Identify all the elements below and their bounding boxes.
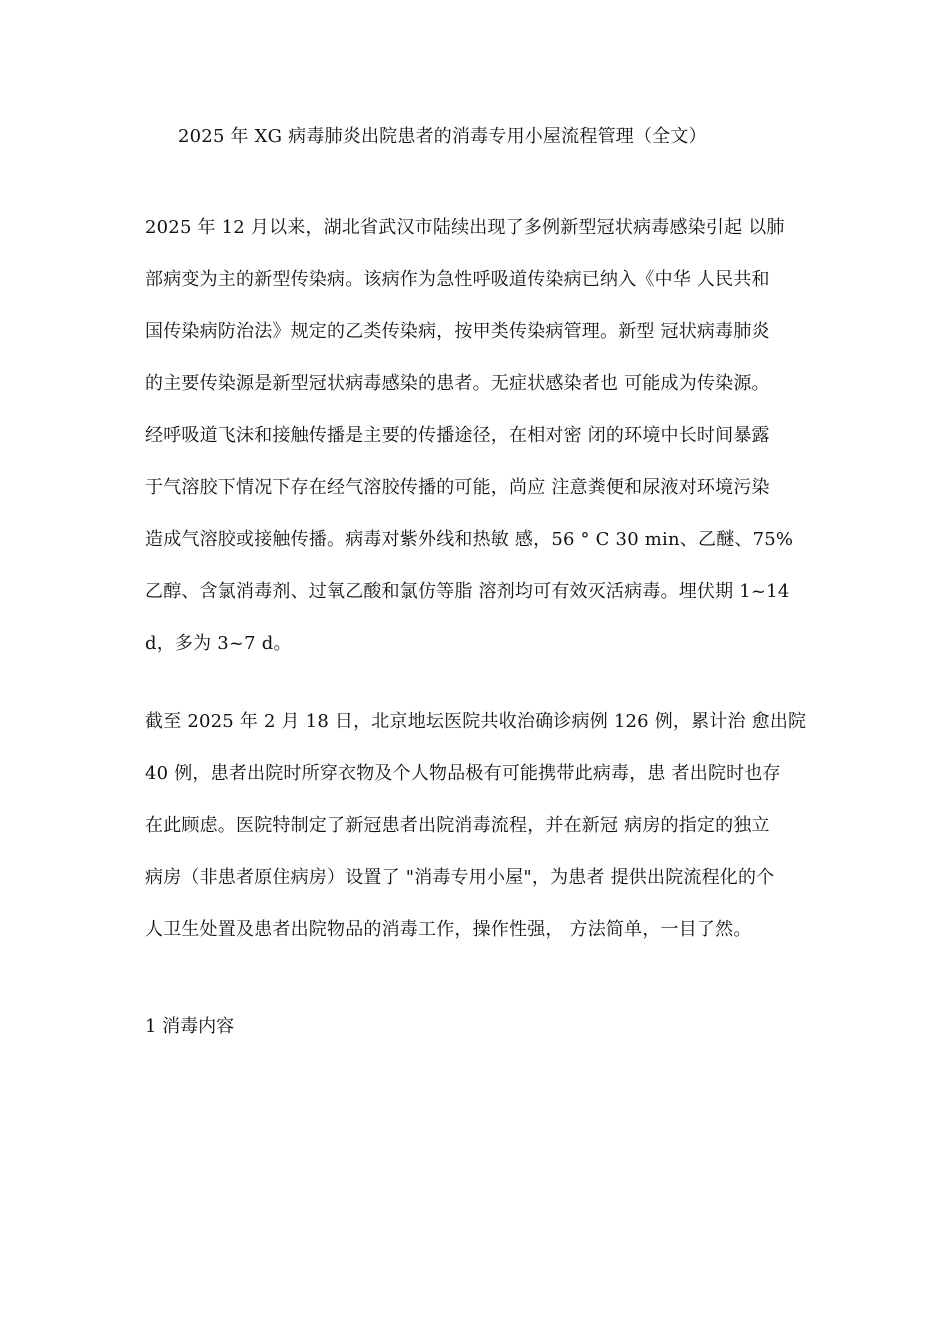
paragraph-line: 40 例，患者出院时所穿衣物及个人物品极有可能携带此病毒，患 者出院时也存 — [145, 763, 781, 784]
paragraph-line: 部病变为主的新型传染病。该病作为急性呼吸道传染病已纳入《中华 人民共和 — [145, 269, 770, 290]
paragraph-line: 的主要传染源是新型冠状病毒感染的患者。无症状感染者也 可能成为传染源。 — [145, 373, 770, 394]
paragraph-hospital — [145, 696, 815, 956]
paragraph-line: 人卫生处置及患者出院物品的消毒工作，操作性强， 方法简单，一目了然。 — [145, 919, 752, 940]
document-title: 2025 年 XG 病毒肺炎出院患者的消毒专用小屋流程管理（全文） — [178, 126, 707, 147]
paragraph-line: 造成气溶胶或接触传播。病毒对紫外线和热敏 感，56 ° C 30 min、乙醚、75% — [145, 529, 794, 550]
paragraph-line: 2025 年 12 月以来，湖北省武汉市陆续出现了多例新型冠状病毒感染引起 以肺 — [145, 217, 785, 238]
paragraph-line: d，多为 3~7 d。 — [145, 633, 292, 654]
paragraph-line: 于气溶胶下情况下存在经气溶胶传播的可能，尚应 注意粪便和尿液对环境污染 — [145, 477, 770, 498]
paragraph-line: 经呼吸道飞沫和接触传播是主要的传播途径，在相对密 闭的环境中长时间暴露 — [145, 425, 770, 446]
paragraph-line: 截至 2025 年 2 月 18 日，北京地坛医院共收治确诊病例 126 例，累计治 愈出院 — [145, 711, 807, 732]
section-heading: 1 消毒内容 — [145, 1016, 235, 1037]
paragraph-line: 乙醇、含氯消毒剂、过氧乙酸和氯仿等脂 溶剂均可有效灭活病毒。埋伏期 1~14 — [145, 581, 790, 602]
paragraph-line: 国传染病防治法》规定的乙类传染病，按甲类传染病管理。新型 冠状病毒肺炎 — [145, 321, 770, 342]
paragraph-intro — [145, 202, 815, 670]
paragraph-line: 在此顾虑。医院特制定了新冠患者出院消毒流程，并在新冠 病房的指定的独立 — [145, 815, 770, 836]
paragraph-line: 病房（非患者原住病房）设置了 "消毒专用小屋"，为患者 提供出院流程化的个 — [145, 867, 775, 888]
